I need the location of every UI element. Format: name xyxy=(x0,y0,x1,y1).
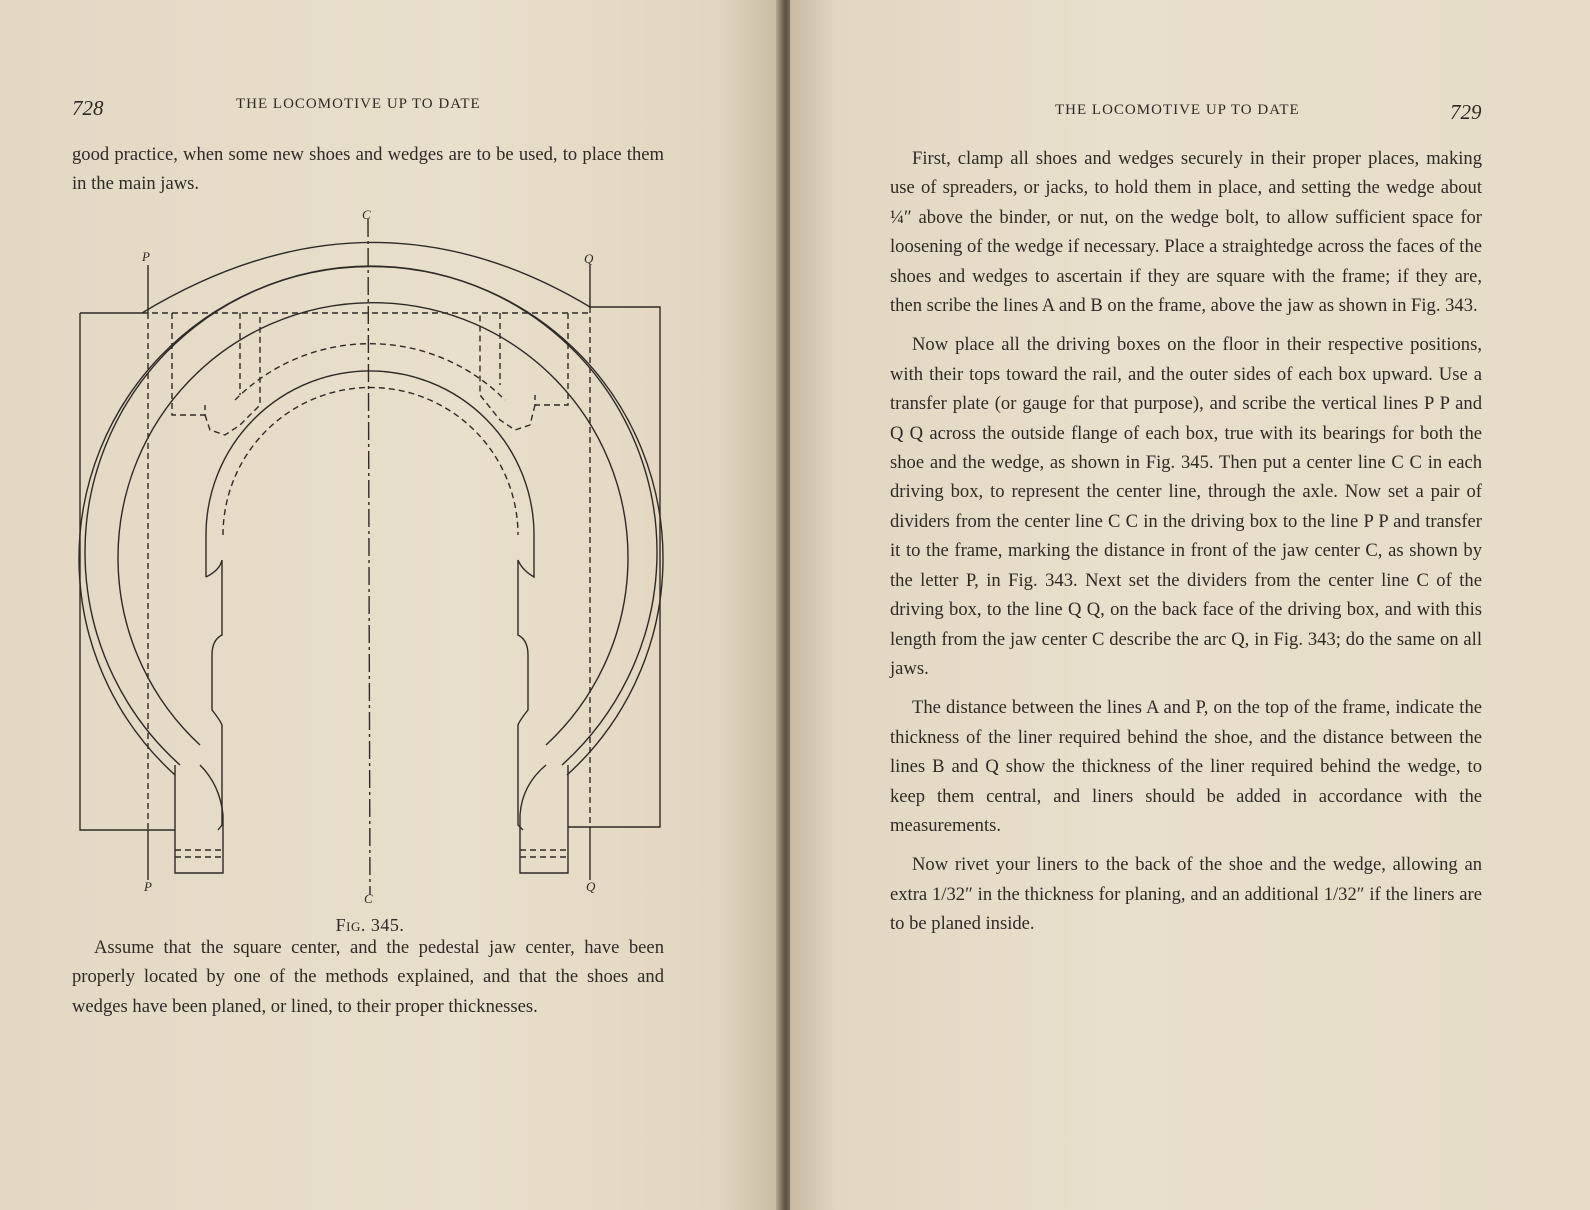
right-text-block xyxy=(890,144,1482,939)
fig-345-driving-box-diagram xyxy=(60,205,680,905)
label-c-top: C xyxy=(362,207,371,222)
left-body-paragraph: Assume that the square center, and the pedestal jaw center, have been properly located by one of the methods explained, and that the shoes and wedges have been planed, or lined, to their proper thicknesses. xyxy=(72,937,664,1017)
caption-number: 345. xyxy=(370,915,405,935)
caption-prefix: Fig. xyxy=(335,915,366,935)
driving-box-outer-arc xyxy=(79,267,663,775)
right-running-head: THE LOCOMOTIVE UP TO DATE xyxy=(1055,102,1300,118)
right-paragraph-4: Now rivet your liners to the back of the shoe and the wedge, allowing an extra 1/32″ in the thickness for planing, and an additional 1/32″ if the liners are to be planed inside. xyxy=(890,854,1482,935)
driving-box-inner-arc xyxy=(118,303,628,745)
left-running-head: THE LOCOMOTIVE UP TO DATE xyxy=(236,96,481,112)
right-paragraph-1: First, clamp all shoes and wedges securely in their proper places, making use of spreaders, or jacks, to hold them in place, and setting the wedge about ¼″ above the binder, or nut, on the wedge bolt, to allow sufficient space for loosening of the wedge if necessary. Place a straightedge across the faces of the shoes and wedges to ascertain if they are square with the frame; if they are, then scribe the lines A and B on the frame, above the jaw as shown in Fig. 343. xyxy=(890,148,1482,317)
left-intro-paragraph: good practice, when some new shoes and wedges are to be used, to place them in the main jaws. xyxy=(72,144,664,195)
shoe-pocket-dashed-2 xyxy=(205,313,260,435)
label-q-top: Q xyxy=(584,251,594,266)
left-page-number: 728 xyxy=(72,96,104,120)
hub-dashed-arc xyxy=(235,344,505,400)
right-paragraph-2: Now place all the driving boxes on the floor in their respective positions, with their tops toward the rail, and the outer sides of each box upward. Use a transfer plate (or gauge for that purpose), and scribe the vertical lines P P and Q Q across the outside flange of each box, true with its bearings for both the shoe and the wedge, as shown in Fig. 345. Then put a center line C C in each driving box, to represent the center line, through the axle. Now set a pair of dividers from the center line C C in the driving box to the line P P and transfer it to the frame, marking the distance in front of the jaw center C, as shown by the letter P, in Fig. 343. Next set the dividers from the center line C of the driving box, to the line Q Q, on the back face of the driving box, and with this length from the jaw center C describe the arc Q, in Fig. 343; do the same on all jaws. xyxy=(890,334,1482,679)
bearing-dashed-arc xyxy=(223,388,518,535)
driving-box-outer-arc-2 xyxy=(85,266,657,765)
left-page xyxy=(0,0,780,1210)
right-page xyxy=(790,0,1590,1210)
label-p-bottom: P xyxy=(144,879,152,894)
left-intro-text-block xyxy=(72,140,664,199)
center-line-c xyxy=(368,219,370,895)
label-c-bottom: C xyxy=(364,891,373,905)
shoe-pocket-dashed xyxy=(172,313,205,415)
wedge-pocket-dashed xyxy=(535,313,568,405)
bearing-inner-horseshoe xyxy=(206,371,534,830)
label-q-bottom: Q xyxy=(586,879,596,894)
left-body-text-block xyxy=(72,933,664,1021)
label-p-top: P xyxy=(142,249,150,264)
right-paragraph-3: The distance between the lines A and P, on the top of the frame, indicate the thickness of the liner required behind the shoe, and the distance between the lines B and Q show the thickness of the liner required behind the wedge, to keep them central, and liners should be added in accordance with the measurements. xyxy=(890,697,1482,836)
right-page-number: 729 xyxy=(1450,100,1482,124)
